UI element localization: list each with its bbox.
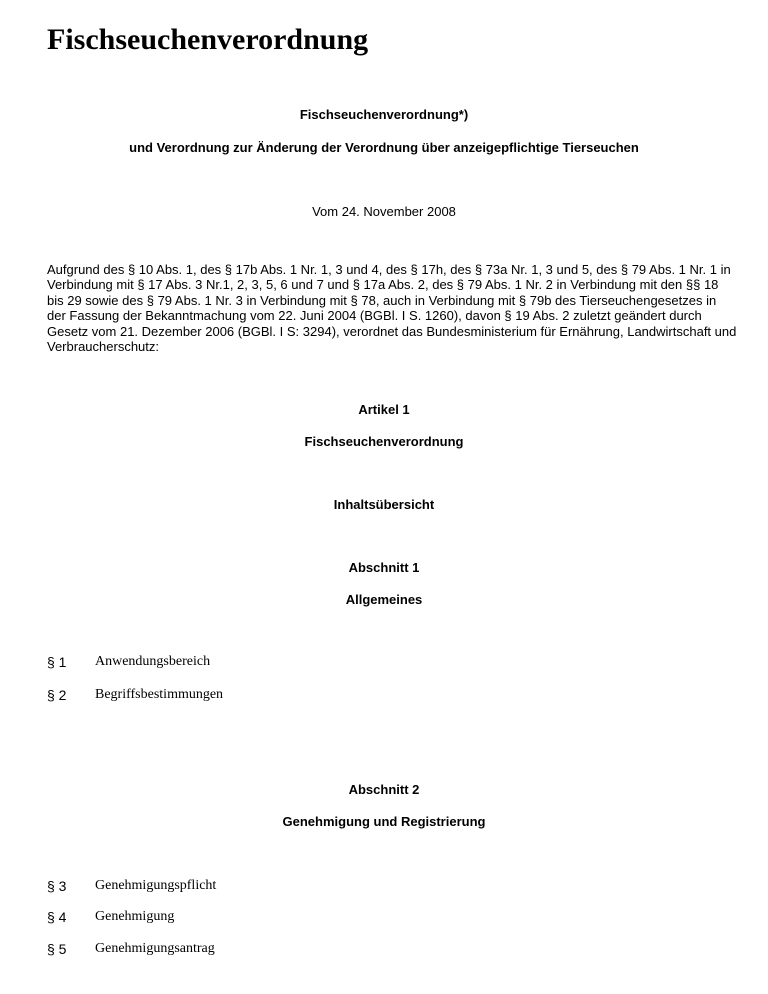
- article-label: Artikel 1: [358, 402, 410, 417]
- paragraph-number: § 4: [47, 909, 67, 925]
- section-title: Allgemeines: [345, 592, 423, 607]
- section-label: Abschnitt 1: [348, 560, 420, 575]
- paragraph-title: Genehmigungspflicht: [95, 878, 217, 893]
- date-line: Vom 24. November 2008: [312, 204, 456, 219]
- paragraph-number: § 2: [47, 687, 67, 703]
- paragraph-number: § 5: [47, 941, 67, 957]
- paragraph-title: Begriffsbestimmungen: [95, 687, 224, 702]
- regulation-subheading: und Verordnung zur Änderung der Verordnung über anzeigepflichtige Tierseuchen: [129, 140, 639, 155]
- paragraph-number: § 1: [47, 654, 67, 670]
- section-title: Genehmigung und Registrierung: [282, 814, 486, 829]
- document-title: Fischseuchenverordnung: [47, 23, 369, 56]
- toc-heading: Inhaltsübersicht: [333, 497, 435, 512]
- paragraph-number: § 3: [47, 878, 67, 894]
- paragraph-title: Genehmigung: [95, 909, 175, 924]
- regulation-heading: Fischseuchenverordnung*): [299, 107, 469, 122]
- paragraph-title: Anwendungsbereich: [95, 654, 211, 669]
- preamble-paragraph: Aufgrund des § 10 Abs. 1, des § 17b Abs. 1 Nr. 1, 3 und 4, des § 17h, des § 73a Nr. 1, 3 und 5, des § 79 Abs. 1 Nr. 1 in Verbindung mit § 17 Abs. 3 Nr.1, 2, 3, 5, 6 und 7 und § 17a Abs. 2, des § 79 Abs. 1 Nr. 2 in Verbindung mit den §§ 18 bis 29 sowie des § 79 Abs. 1 Nr. 3 in Verbindung mit § 78, auch in Verbindung mit § 79b des Tierseuchengesetzes in der Fassung der Bekanntmachung vom 22. Juni 2004 (BGBl. I S. 1260), davon § 19 Abs. 2 zuletzt geändert durch Gesetz vom 21. Dezember 2006 (BGBl. I S: 3294), verordnet das Bundesministerium für Ernährung, Landwirtschaft und Verbraucherschutz:: [47, 262, 737, 355]
- paragraph-title: Genehmigungsantrag: [95, 941, 215, 956]
- section-label: Abschnitt 2: [348, 782, 420, 797]
- article-title: Fischseuchenverordnung: [304, 434, 464, 449]
